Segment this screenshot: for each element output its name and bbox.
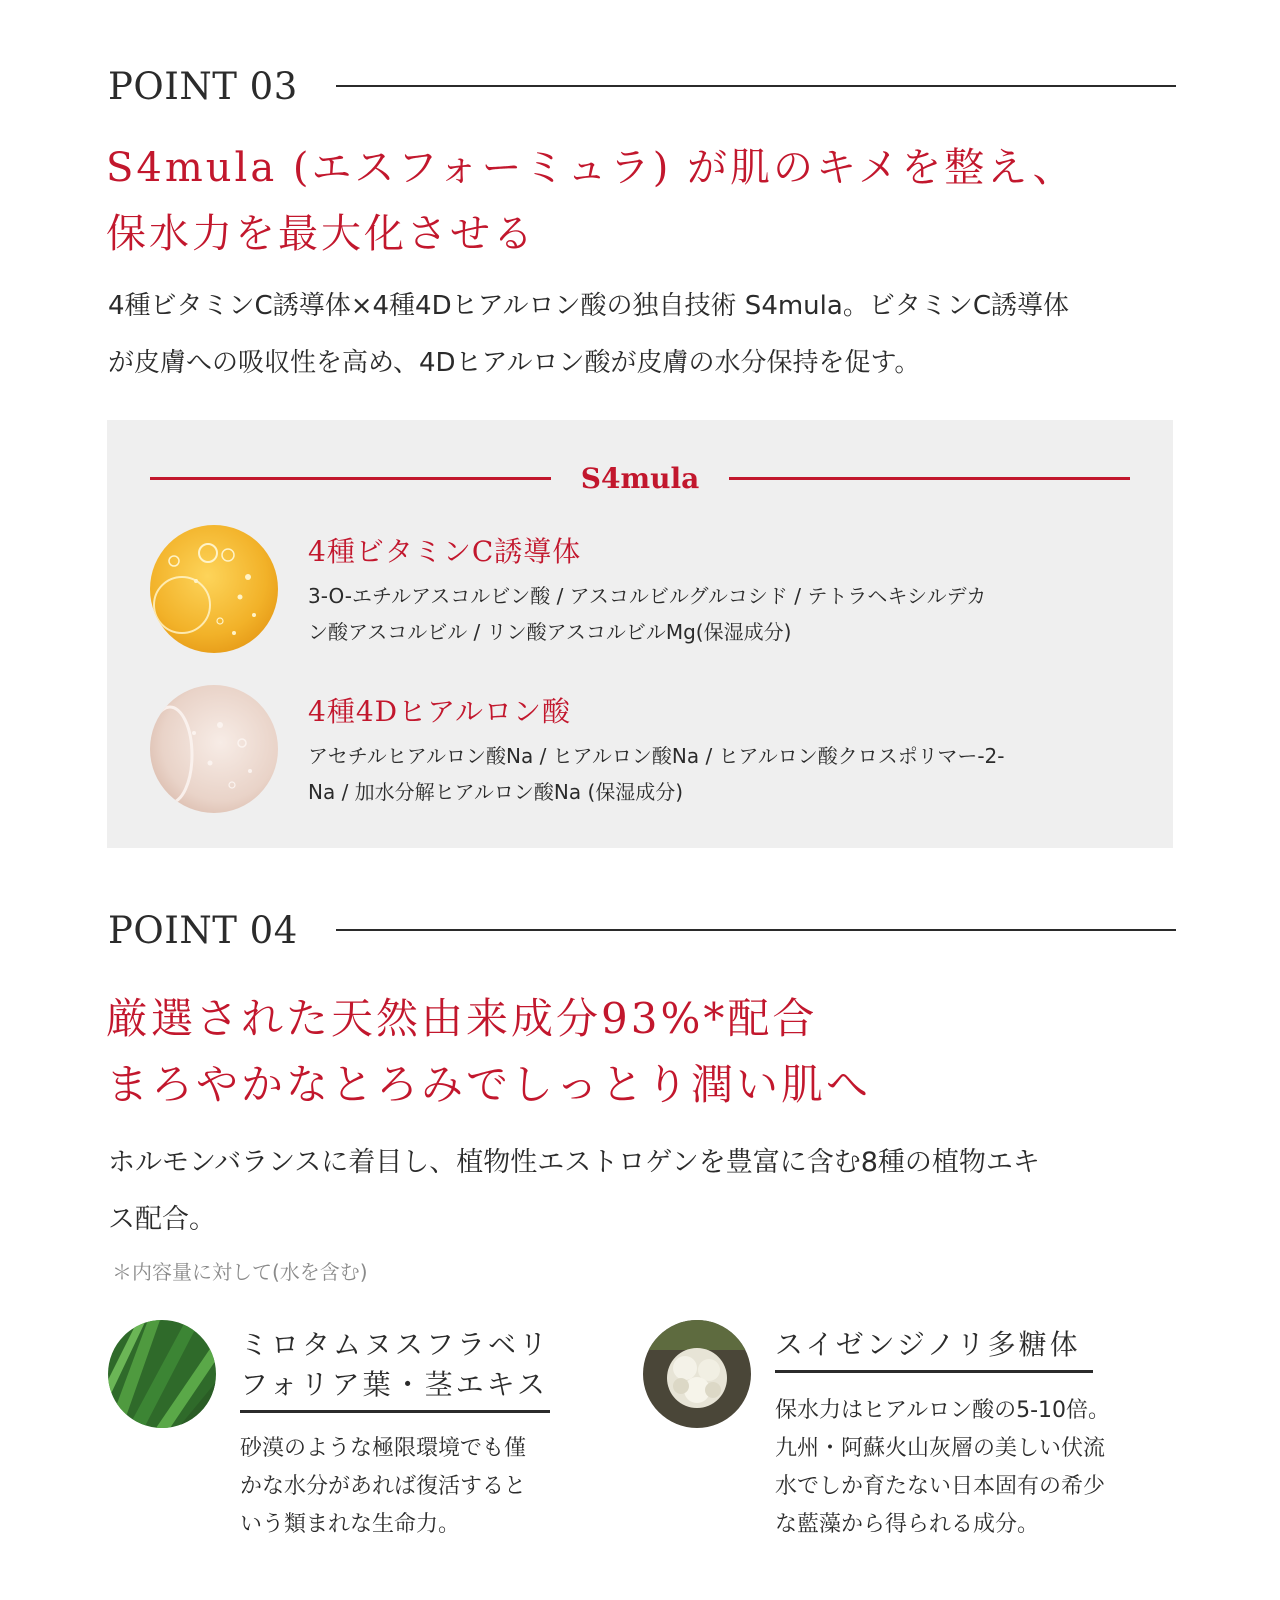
panel-title-text: S4mula <box>580 461 700 495</box>
plant-1-desc-line-1: 砂漠のような極限環境でも僅 <box>240 1436 527 1461</box>
suizenji-nori-image <box>643 1320 751 1428</box>
vitamin-c-image <box>150 525 278 653</box>
point-03-headline-line-2: 保水力を最大化させる <box>106 211 536 257</box>
point-04-headline-line-1: 厳選された天然由来成分93%*配合 <box>106 994 818 1043</box>
ingredient-desc-hyaluronic-line-2: Na / 加水分解ヒアルロン酸Na (保湿成分) <box>308 780 684 804</box>
plant-1-name-line-2: フォリア葉・茎エキス <box>240 1368 549 1401</box>
panel-title-rule-right <box>729 477 1130 480</box>
plant-2-desc-line-3: 水でしか育たない日本固有の希少 <box>775 1474 1106 1499</box>
ingredient-desc-vitamin-c-line-1: 3-O-エチルアスコルビン酸 / アスコルビルグルコシド / テトラヘキシルデカ <box>308 584 987 608</box>
s4mula-panel-title <box>150 458 1130 498</box>
point-03-body-line-1: 4種ビタミンC誘導体×4種4Dヒアルロン酸の独自技術 S4mula。ビタミンC誘導体 <box>108 291 1069 321</box>
point-04-footnote: ＊内容量に対して(水を含む) <box>112 1260 368 1284</box>
aloe-leaf-image <box>108 1320 216 1428</box>
point-04-body-line-2: ス配合。 <box>108 1204 216 1235</box>
plant-2-desc-line-4: な藍藻から得られる成分。 <box>775 1512 1040 1537</box>
plant-2-name: スイゼンジノリ多糖体 <box>775 1328 1081 1361</box>
point-03-headline-line-1: S4mula (エスフォーミュラ) が肌のキメを整え、 <box>106 145 1076 191</box>
plant-2-desc-line-2: 九州・阿蘇火山灰層の美しい伏流 <box>775 1436 1106 1461</box>
plant-1-desc-line-2: かな水分があれば復活すると <box>240 1474 527 1499</box>
panel-title-rule-left <box>150 477 551 480</box>
plant-1-name-line-1: ミロタムヌスフラベリ <box>240 1328 551 1361</box>
ingredient-desc-vitamin-c-line-2: ン酸アスコルビル / リン酸アスコルビルMg(保湿成分) <box>308 620 792 644</box>
plant-2-name-rule <box>775 1370 1093 1373</box>
ingredient-title-vitamin-c: 4種ビタミンC誘導体 <box>308 535 582 568</box>
point-03-label: POINT 03 <box>108 64 298 108</box>
ingredient-title-hyaluronic: 4種4Dヒアルロン酸 <box>308 695 571 728</box>
point-04-headline-line-2: まろやかなとろみでしっとり潤い肌へ <box>106 1060 872 1109</box>
plant-2-desc-line-1: 保水力はヒアルロン酸の5-10倍。 <box>775 1398 1111 1423</box>
ingredient-desc-hyaluronic-line-1: アセチルヒアルロン酸Na / ヒアルロン酸Na / ヒアルロン酸クロスポリマー-2- <box>308 744 1005 768</box>
point-04-body-line-1: ホルモンバランスに着目し、植物性エストロゲンを豊富に含む8種の植物エキ <box>108 1147 1040 1178</box>
point-04-label: POINT 04 <box>108 908 298 952</box>
point-03-rule <box>336 85 1176 87</box>
plant-1-desc-line-3: いう類まれな生命力。 <box>240 1512 461 1537</box>
plant-1-name-rule <box>240 1410 550 1413</box>
point-03-header <box>108 64 1176 108</box>
point-04-rule <box>336 929 1176 931</box>
point-04-header <box>108 908 1176 952</box>
point-03-body-line-2: が皮膚への吸収性を高め、4Dヒアルロン酸が皮膚の水分保持を促す。 <box>108 348 921 378</box>
hyaluronic-acid-image <box>150 685 278 813</box>
